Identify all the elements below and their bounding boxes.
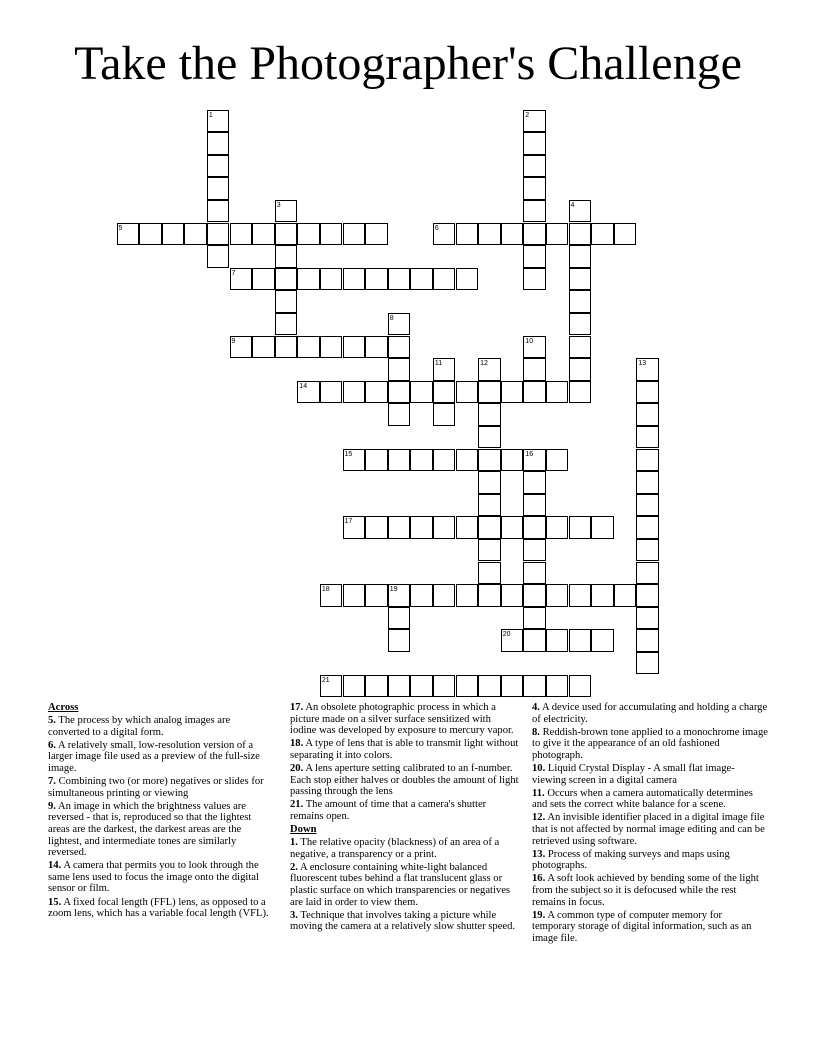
grid-cell[interactable]	[636, 562, 659, 585]
clue-num: 9.	[48, 800, 56, 812]
grid-cell[interactable]	[184, 223, 207, 246]
grid-cell[interactable]	[523, 132, 546, 155]
grid-cell[interactable]	[410, 675, 433, 698]
grid-cell[interactable]	[207, 177, 230, 200]
grid-cell[interactable]	[478, 426, 501, 449]
grid-cell[interactable]	[365, 584, 388, 607]
grid-cell[interactable]	[320, 584, 343, 607]
grid-cell[interactable]	[478, 494, 501, 517]
grid-cell[interactable]	[546, 516, 569, 539]
grid-cell[interactable]	[501, 675, 524, 698]
grid-cell[interactable]	[297, 268, 320, 291]
across-clue	[290, 738, 520, 761]
grid-cell[interactable]	[478, 562, 501, 585]
grid-cell[interactable]	[569, 200, 592, 223]
grid-cell[interactable]	[523, 177, 546, 200]
grid-cell[interactable]	[343, 268, 366, 291]
grid-cell[interactable]	[523, 471, 546, 494]
grid-cell[interactable]	[433, 403, 456, 426]
clue-number: 20	[502, 631, 511, 639]
grid-cell[interactable]	[365, 268, 388, 291]
clue-num: 13.	[532, 848, 546, 860]
clue-text: Combining two (or more) negatives or slides for simultaneous printing or viewing	[48, 776, 264, 799]
grid-cell[interactable]	[162, 223, 185, 246]
grid-cell[interactable]	[207, 110, 230, 133]
grid-cell[interactable]	[275, 200, 298, 223]
clue-number: 14	[299, 382, 308, 390]
clue-num: 16.	[532, 873, 546, 885]
across-clue	[48, 715, 274, 738]
clue-num: 19.	[532, 909, 546, 921]
grid-cell[interactable]	[569, 381, 592, 404]
grid-cell[interactable]	[523, 629, 546, 652]
grid-cell[interactable]	[207, 200, 230, 223]
clue-number: 8	[389, 314, 394, 322]
clue-text: An image in which the brightness values are reversed - that is, reproduced so that the lightest areas are the darkest, the darkest areas are the lightest, and intermediate tones are similarly reversed.	[48, 800, 252, 859]
clue-number: 3	[276, 201, 281, 209]
grid-cell[interactable]	[569, 516, 592, 539]
clue-num: 3.	[290, 909, 298, 921]
grid-cell[interactable]	[343, 516, 366, 539]
clue-num: 11.	[532, 787, 545, 799]
grid-cell[interactable]	[117, 223, 140, 246]
grid-cell[interactable]	[569, 675, 592, 698]
grid-cell[interactable]	[207, 245, 230, 268]
clue-num: 18.	[290, 738, 304, 750]
grid-cell[interactable]	[478, 516, 501, 539]
grid-cell[interactable]	[546, 381, 569, 404]
clue-number: 11	[434, 360, 443, 368]
down-clue	[532, 849, 768, 872]
across-clue	[290, 799, 520, 822]
grid-cell[interactable]	[230, 268, 253, 291]
clue-number: 4	[570, 201, 575, 209]
grid-cell[interactable]	[320, 675, 343, 698]
grid-cell[interactable]	[523, 200, 546, 223]
grid-cell[interactable]	[569, 245, 592, 268]
grid-cell[interactable]	[478, 471, 501, 494]
clue-num: 14.	[48, 860, 62, 872]
clue-number: 1	[208, 111, 213, 119]
down-clue	[532, 873, 768, 908]
across-clue	[290, 763, 520, 798]
grid-cell[interactable]	[433, 516, 456, 539]
grid-cell[interactable]	[523, 675, 546, 698]
clue-number: 9	[231, 337, 236, 345]
grid-cell[interactable]	[546, 675, 569, 698]
grid-cell[interactable]	[320, 381, 343, 404]
grid-cell[interactable]	[591, 516, 614, 539]
clue-num: 20.	[290, 762, 304, 774]
grid-cell[interactable]	[433, 223, 456, 246]
grid-cell[interactable]	[636, 358, 659, 381]
clue-num: 21.	[290, 799, 304, 811]
grid-cell[interactable]	[569, 358, 592, 381]
grid-cell[interactable]	[569, 268, 592, 291]
clue-text: A camera that permits you to look through the same lens used to focus the image onto the digital sensor or film.	[48, 860, 259, 895]
clue-num: 5.	[48, 715, 56, 727]
clue-number: 16	[525, 450, 534, 458]
grid-cell[interactable]	[636, 629, 659, 652]
grid-cell[interactable]	[388, 268, 411, 291]
grid-cell[interactable]	[297, 223, 320, 246]
grid-cell[interactable]	[523, 562, 546, 585]
clue-text: Process of making surveys and maps using photographs.	[532, 848, 730, 872]
grid-cell[interactable]	[523, 155, 546, 178]
clue-text: A enclosure containing white-light balanced fluorescent tubes behind a flat translucent glass or plastic surface on which transparencies or negatives are laid in order to view them.	[290, 861, 511, 908]
grid-cell[interactable]	[591, 584, 614, 607]
down-clue	[532, 727, 768, 762]
grid-cell[interactable]	[636, 381, 659, 404]
clue-num: 1.	[290, 837, 298, 849]
grid-cell[interactable]	[433, 381, 456, 404]
grid-cell[interactable]	[433, 449, 456, 472]
grid-cell[interactable]	[523, 539, 546, 562]
grid-cell[interactable]	[343, 381, 366, 404]
down-clue	[290, 910, 520, 933]
grid-cell[interactable]	[614, 584, 637, 607]
grid-cell[interactable]	[478, 584, 501, 607]
down-clue	[532, 788, 768, 811]
grid-cell[interactable]	[546, 584, 569, 607]
grid-cell[interactable]	[591, 629, 614, 652]
grid-cell[interactable]	[636, 607, 659, 630]
grid-cell[interactable]	[546, 629, 569, 652]
clue-num: 15.	[48, 896, 62, 908]
grid-cell[interactable]	[636, 471, 659, 494]
down-clue	[290, 837, 520, 860]
down-heading: Down	[290, 823, 317, 835]
grid-cell[interactable]	[388, 403, 411, 426]
grid-cell[interactable]	[388, 629, 411, 652]
grid-cell[interactable]	[320, 223, 343, 246]
grid-cell[interactable]	[388, 358, 411, 381]
grid-cell[interactable]	[636, 584, 659, 607]
grid-cell[interactable]	[523, 516, 546, 539]
across-clue	[48, 860, 274, 895]
grid-cell[interactable]	[252, 223, 275, 246]
grid-cell[interactable]	[478, 675, 501, 698]
grid-cell[interactable]	[207, 223, 230, 246]
clue-num: 8.	[532, 726, 540, 738]
clue-number: 5	[118, 224, 123, 232]
grid-cell[interactable]	[456, 449, 479, 472]
grid-cell[interactable]	[614, 223, 637, 246]
grid-cell[interactable]	[523, 381, 546, 404]
grid-cell[interactable]	[478, 403, 501, 426]
grid-cell[interactable]	[523, 268, 546, 291]
grid-cell[interactable]	[433, 358, 456, 381]
clue-number: 12	[480, 360, 488, 368]
grid-cell[interactable]	[365, 516, 388, 539]
grid-cell[interactable]	[501, 516, 524, 539]
clue-num: 10.	[532, 762, 546, 774]
grid-cell[interactable]	[388, 381, 411, 404]
grid-cell[interactable]	[569, 336, 592, 359]
grid-cell[interactable]	[636, 494, 659, 517]
grid-cell[interactable]	[456, 223, 479, 246]
clue-number: 7	[231, 269, 236, 277]
grid-cell[interactable]	[365, 449, 388, 472]
grid-cell[interactable]	[365, 223, 388, 246]
down-clue	[532, 812, 768, 847]
grid-cell[interactable]	[546, 223, 569, 246]
grid-cell[interactable]	[388, 584, 411, 607]
across-heading: Across	[48, 702, 79, 713]
grid-cell[interactable]	[252, 268, 275, 291]
grid-cell[interactable]	[410, 449, 433, 472]
grid-cell[interactable]	[636, 403, 659, 426]
grid-cell[interactable]	[478, 539, 501, 562]
grid-cell[interactable]	[478, 223, 501, 246]
grid-cell[interactable]	[343, 584, 366, 607]
grid-cell[interactable]	[636, 539, 659, 562]
grid-cell[interactable]	[523, 245, 546, 268]
across-clue	[48, 740, 274, 775]
grid-cell[interactable]	[275, 313, 298, 336]
grid-cell[interactable]	[523, 336, 546, 359]
grid-cell[interactable]	[388, 675, 411, 698]
grid-cell[interactable]	[636, 652, 659, 675]
clue-text: The process by which analog images are converted to a digital form.	[48, 715, 231, 738]
grid-cell[interactable]	[433, 268, 456, 291]
clues-column-2	[290, 702, 520, 934]
grid-cell[interactable]	[365, 336, 388, 359]
clue-text: Liquid Crystal Display - A small flat image-viewing screen in a digital camera	[532, 762, 735, 786]
clue-num: 2.	[290, 861, 298, 873]
clue-number: 10	[525, 337, 534, 345]
grid-cell[interactable]	[343, 336, 366, 359]
grid-cell[interactable]	[501, 629, 524, 652]
clue-number: 6	[434, 224, 439, 232]
grid-cell[interactable]	[501, 449, 524, 472]
clue-text: A relatively small, low-resolution version of a larger image file used as a preview of the full-size image.	[48, 739, 260, 774]
clue-text: A soft look achieved by bending some of the light from the subject so it is defocused while the rest remains in focus.	[532, 873, 759, 908]
grid-cell[interactable]	[478, 449, 501, 472]
clue-text: A type of lens that is able to transmit light without separating it into colors.	[290, 738, 519, 761]
across-clue	[290, 702, 520, 737]
grid-cell[interactable]	[343, 449, 366, 472]
grid-cell[interactable]	[410, 516, 433, 539]
grid-cell[interactable]	[636, 449, 659, 472]
grid-cell[interactable]	[501, 381, 524, 404]
grid-cell[interactable]	[569, 584, 592, 607]
clue-text: Technique that involves taking a picture while moving the camera at a relatively slow shutter speed.	[290, 909, 516, 933]
clue-number: 18	[321, 586, 330, 594]
across-clue	[48, 801, 274, 859]
clue-num: 4.	[532, 702, 540, 713]
clue-text: A common type of computer memory for temporary storage of digital information, such as an image file.	[532, 909, 752, 944]
grid-cell[interactable]	[456, 381, 479, 404]
clues-column-3	[532, 702, 768, 946]
clue-num: 17.	[290, 702, 304, 713]
grid-cell[interactable]	[207, 132, 230, 155]
grid-cell[interactable]	[523, 223, 546, 246]
clue-number: 17	[344, 518, 353, 526]
grid-cell[interactable]	[365, 675, 388, 698]
grid-cell[interactable]	[501, 223, 524, 246]
grid-cell[interactable]	[320, 268, 343, 291]
grid-cell[interactable]	[478, 358, 501, 381]
grid-cell[interactable]	[343, 675, 366, 698]
grid-cell[interactable]	[388, 607, 411, 630]
grid-cell[interactable]	[388, 336, 411, 359]
grid-cell[interactable]	[636, 426, 659, 449]
grid-cell[interactable]	[410, 381, 433, 404]
clue-text: The relative opacity (blackness) of an area of a negative, a transparency or a print.	[290, 837, 500, 860]
clues-column-1	[48, 702, 274, 921]
grid-cell[interactable]	[365, 381, 388, 404]
grid-cell[interactable]	[207, 155, 230, 178]
grid-cell[interactable]	[410, 584, 433, 607]
grid-cell[interactable]	[230, 336, 253, 359]
clue-text: Occurs when a camera automatically determines and sets the correct white balance for a scene.	[532, 787, 753, 811]
grid-cell[interactable]	[297, 381, 320, 404]
grid-cell[interactable]	[636, 516, 659, 539]
grid-cell[interactable]	[275, 336, 298, 359]
grid-cell[interactable]	[569, 290, 592, 313]
clue-number: 13	[638, 360, 647, 368]
grid-cell[interactable]	[456, 516, 479, 539]
grid-cell[interactable]	[275, 290, 298, 313]
clue-text: A lens aperture setting calibrated to an f-number. Each stop either halves or doubles the amount of light passing through the lens	[290, 762, 519, 798]
grid-cell[interactable]	[456, 268, 479, 291]
grid-cell[interactable]	[252, 336, 275, 359]
grid-cell[interactable]	[433, 584, 456, 607]
across-clue	[48, 897, 274, 920]
clue-text: An obsolete photographic process in which a picture made on a silver surface sensitized with iodine was developed by exposure to mercury vapor.	[290, 702, 514, 737]
clue-num: 12.	[532, 812, 546, 824]
grid-cell[interactable]	[523, 584, 546, 607]
grid-cell[interactable]	[569, 223, 592, 246]
clue-num: 6.	[48, 739, 56, 751]
clue-number: 21	[321, 676, 330, 684]
clue-text: A fixed focal length (FFL) lens, as opposed to a zoom lens, which has a variable focal length (VFL).	[48, 896, 269, 920]
grid-cell[interactable]	[523, 494, 546, 517]
grid-cell[interactable]	[523, 449, 546, 472]
grid-cell[interactable]	[523, 110, 546, 133]
grid-cell[interactable]	[320, 336, 343, 359]
grid-cell[interactable]	[433, 675, 456, 698]
grid-cell[interactable]	[523, 358, 546, 381]
down-clue	[532, 763, 768, 786]
clue-text: Reddish-brown tone applied to a monochrome image to give it the appearance of an old fashioned photograph.	[532, 726, 768, 761]
clue-number: 15	[344, 450, 353, 458]
grid-cell[interactable]	[569, 629, 592, 652]
grid-cell[interactable]	[591, 223, 614, 246]
grid-cell[interactable]	[569, 313, 592, 336]
grid-cell[interactable]	[388, 516, 411, 539]
grid-cell[interactable]	[523, 607, 546, 630]
grid-cell[interactable]	[410, 268, 433, 291]
down-clue	[290, 862, 520, 908]
grid-cell[interactable]	[297, 336, 320, 359]
clue-number: 19	[389, 586, 398, 594]
grid-cell[interactable]	[275, 223, 298, 246]
clue-number: 2	[525, 111, 530, 119]
grid-cell[interactable]	[478, 381, 501, 404]
grid-cell[interactable]	[275, 268, 298, 291]
down-clue	[532, 702, 768, 725]
down-clue	[532, 910, 768, 945]
clue-text: A device used for accumulating and holding a charge of electricity.	[532, 702, 768, 725]
grid-cell[interactable]	[388, 313, 411, 336]
grid-cell[interactable]	[456, 675, 479, 698]
across-clue	[48, 776, 274, 799]
clue-num: 7.	[48, 776, 56, 788]
grid-cell[interactable]	[139, 223, 162, 246]
grid-cell[interactable]	[501, 584, 524, 607]
grid-cell[interactable]	[546, 449, 569, 472]
grid-cell[interactable]	[275, 245, 298, 268]
grid-cell[interactable]	[230, 223, 253, 246]
page-title: Take the Photographer's Challenge	[74, 37, 742, 90]
clue-text: An invisible identifier placed in a digital image file that is not affected by normal image editing and can be retrieved using software.	[532, 812, 765, 847]
grid-cell[interactable]	[343, 223, 366, 246]
clue-text: The amount of time that a camera's shutter remains open.	[290, 799, 487, 822]
grid-cell[interactable]	[456, 584, 479, 607]
grid-cell[interactable]	[388, 449, 411, 472]
